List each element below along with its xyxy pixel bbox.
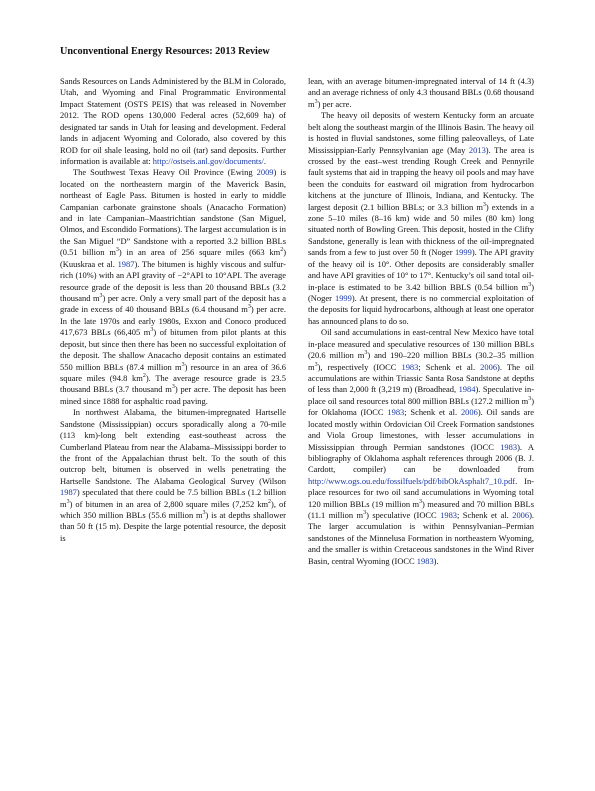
url-link[interactable]: http://www.ogs.ou.edu/fossilfuels/pdf/bibOkAsphalt7_10.pdf (308, 475, 516, 486)
citation-link[interactable]: 1983 (440, 510, 457, 521)
paragraph (60, 167, 286, 407)
text-run: ). A bibliography of Oklahoma asphalt references through 2006 (B. J. Cardott, compiler) can be downloaded from (308, 441, 535, 475)
citation-link[interactable]: 1999 (334, 293, 352, 304)
right-text-column (308, 76, 534, 567)
text-run: ) speculative (IOCC (366, 510, 441, 521)
text-run: Sands Resources on Lands Administered by the BLM in Colorado, Utah, and Wyoming and Final Programmatic Environmental Impact Statement (OSTS PEIS) that was released in November 2012. The ROD opens 130,000 Federal acres (52,609 ha) of designated tar sands in Utah for leasing and development. Federal lands in adjacent Wyoming and Colorado, also covered by this ROD for oil shale leasing, hold no oil (tar) sand deposits. Further information is available at: (60, 76, 286, 166)
text-run: The Southwest Texas Heavy Oil Province (Ewing (73, 167, 257, 178)
citation-link[interactable]: 1984 (458, 384, 476, 395)
text-run: ) resource in an area of 36.6 square miles (94.8 km (60, 361, 286, 383)
text-run: ) (Noger (308, 281, 534, 304)
paragraph (308, 76, 534, 110)
citation-link[interactable]: 2006 (460, 407, 478, 418)
text-run: ) is at depths shallower than 50 ft (15 m). Despite the large potential resource, the deposit is (60, 510, 286, 543)
superscript: 3 (363, 510, 367, 517)
text-run: ; Schenk et al. (418, 361, 481, 372)
superscript: 3 (314, 99, 318, 106)
text-run: The heavy oil deposits of western Kentucky form an arcuate belt along the southeast margin of the Illinois Basin. The heavy oil is hosted in fluvial sandstones, some filling paleovalleys, of Late Mississippian-Early Pennsylvanian age (May (308, 110, 534, 155)
superscript: 3 (482, 201, 486, 208)
text-run: ). The API gravity of the heavy oil is 10°. Other deposits are considerably smaller and have API gravities of 10° to 17°. Kentucky’s oil sand total oil-in-place is estimated to be 3.42 billion BBLS (0.54 billion m (308, 247, 534, 292)
text-run: Oil sand accumulations in east-central New Mexico have total in-place measured and speculative resources of 130 million BBLs (20.6 million m (308, 327, 534, 361)
text-run: ), of which 350 million BBLs (55.6 million m (60, 498, 287, 521)
text-run: ) speculated that there could be 7.5 billion BBLs (1.2 billion m (60, 487, 286, 509)
text-run: lean, with an average bitumen-impregnated interval of 14 ft (4.3) and an average richness of only 4.3 thousand BBLs (0.68 thousand m (308, 76, 534, 109)
paragraph (308, 327, 534, 567)
text-run: ). The oil accumulations are within Triassic Santa Rosa Sandstone at depths of less than 2,000 ft (3,219 m) (Broadhead, (308, 361, 535, 395)
text-run: ). Speculative in-place oil sand resources total 800 million BBLs (127.2 million m (308, 384, 535, 406)
text-run: ) of bitumen in an area of 2,800 square miles (7,252 km (69, 498, 269, 509)
left-text-column (60, 76, 286, 544)
paragraph (308, 110, 534, 327)
superscript: 2 (280, 247, 284, 254)
text-run: ) is located on the northeastern margin of the Maverick Basin, northeast of Eagle Pass. Bitumen is hosted in early to middle Campanian carbonate grainstone shoals (Anacacho Formation) and in late Campanian–Maastrichtian sandstone (San Miguel, Olmos, and Escondido Formations). The largest accumulation is in the San Miguel “D” Sandstone with a reported 3.2 billion BBLs (0.51 billion m (60, 167, 286, 258)
text-run: ) extends in a zone 5–10 miles (8–16 km) wide and 50 miles (80 km) long situated north of Bowling Green. This deposit, hosted in the Clifty Sandstone, generally is lean with thickness of the oil-impregnated sands from a few to just over 50 ft (Noger (308, 201, 534, 258)
citation-link[interactable]: 1983 (500, 441, 518, 452)
citation-link[interactable]: 1983 (387, 407, 405, 418)
citation-link[interactable]: 1983 (416, 555, 434, 566)
superscript: 3 (364, 350, 368, 357)
superscript: 3 (528, 281, 532, 288)
citation-link[interactable]: 1999 (454, 247, 472, 258)
superscript: 3 (171, 384, 175, 391)
citation-link[interactable]: 2013 (468, 144, 486, 155)
superscript: 2 (142, 373, 146, 380)
superscript: 3 (528, 396, 532, 402)
text-run: ) of bitumen from pilot plants at this deposit, but since then there has been no successful exploitation of the deposit. The shallow Anacacho deposit contains an estimated 550 million BBLs (87.4 million m (60, 327, 286, 372)
text-run: ) and 190–220 million BBLs (30.2–35 million m (308, 350, 535, 372)
text-run: ). The area is crossed by the east–west trending Rough Creek and Pennyrile fault systems that aid in trapping the heavy oil pools and may have been the conduits for eastward oil migration from hydrocarbon kitchens at the juncture of Illinois, Indiana, and Kentucky. The largest deposit (2.1 billion BBLs; or 3.3 billion m (308, 144, 534, 212)
superscript: 3 (314, 361, 318, 368)
text-run: ). The bitumen is highly viscous and sulfur-rich (10%) with an API gravity of −2°API to 10°API. The average resource grade of the deposit is less than 20 thousand BBLs (3.2 thousand m (60, 258, 286, 304)
superscript: 2 (268, 498, 272, 505)
running-header: Unconventional Energy Resources: 2013 Review (60, 46, 270, 57)
superscript: 3 (419, 498, 423, 505)
text-run: . (263, 155, 266, 166)
text-run: ; Schenk et al. (457, 510, 513, 521)
citation-link[interactable]: 1987 (60, 487, 77, 498)
text-run: ) per acre. Only a very small part of the deposit has a grade in excess of 40 thousand BBLs (6.4 thousand m (60, 293, 286, 315)
paragraph (60, 76, 286, 167)
text-run: ) in an area of 256 square miles (663 km (118, 247, 281, 258)
text-run: . In-place resources for two oil sand accumulations in Wyoming total 120 million BBLs (19 million m (308, 475, 534, 509)
text-run: ). (433, 555, 439, 566)
citation-link[interactable]: 2006 (512, 510, 530, 521)
superscript: 3 (247, 304, 251, 311)
text-run: ) measured and 70 million BBLs (11.1 million m (308, 498, 534, 521)
text-run: In northwest Alabama, the bitumen-impregnated Hartselle Sandstone (Mississippian) occurs sporadically along a 70-mile (113 km)-long belt extending east-southeast across the Cumberland Plateau from near the Alabama–Mississippi border to the front of the Appalachian thrust belt. To the south of this outcrop belt, bitumen is observed in wells penetrating the Hartselle Sandstone. The Alabama Geological Survey (Wilson (60, 407, 286, 486)
citation-link[interactable]: 2009 (256, 167, 274, 178)
superscript: 3 (202, 510, 206, 517)
text-run: ) per acre. (317, 98, 352, 109)
text-run: ; Schenk et al. (404, 407, 461, 418)
text-run: ). The average resource grade is 23.5 thousand BBLs (3.7 thousand m (60, 372, 286, 395)
text-run: ). At present, there is no commercial exploitation of the deposits for liquid hydrocarbons, although at least one operator has announced plans to do so. (308, 293, 534, 326)
text-run: ) per acre. The deposit has been mined since 1888 for asphaltic road paving. (60, 384, 286, 406)
paragraph (60, 407, 286, 544)
superscript: 3 (66, 498, 70, 505)
superscript: 3 (181, 361, 185, 368)
superscript: 3 (115, 247, 119, 254)
citation-link[interactable]: 1983 (401, 361, 419, 372)
text-run: ). Oil sands are located mostly within Ordovician Oil Creek Formation sandstones and Viola Group limestones, with lesser accumulations in Mississippian through Permian sandstones (IOCC (308, 407, 534, 452)
superscript: 3 (150, 327, 154, 334)
text-run: ) for Oklahoma (IOCC (308, 395, 534, 418)
text-run: ) (Kuuskraa et al. (60, 247, 287, 269)
text-run: ), respectively (IOCC (317, 361, 402, 372)
text-run: ). The larger accumulation is within Pennsylvanian–Permian sandstones of the Minnelusa Formation in northeastern Wyoming, and the smaller is within Cretaceous sandstones in the Wind River Basin, central Wyoming (IOCC (308, 510, 535, 566)
citation-link[interactable]: 1987 (117, 258, 135, 269)
superscript: 3 (99, 293, 103, 300)
text-run: ) per acre. In the late 1970s and early 1980s, Exxon and Conoco produced 417,673 BBLs (66,405 m (60, 304, 286, 338)
citation-link[interactable]: 2006 (480, 361, 498, 372)
url-link[interactable]: http://ostseis.anl.gov/documents/ (152, 155, 264, 166)
